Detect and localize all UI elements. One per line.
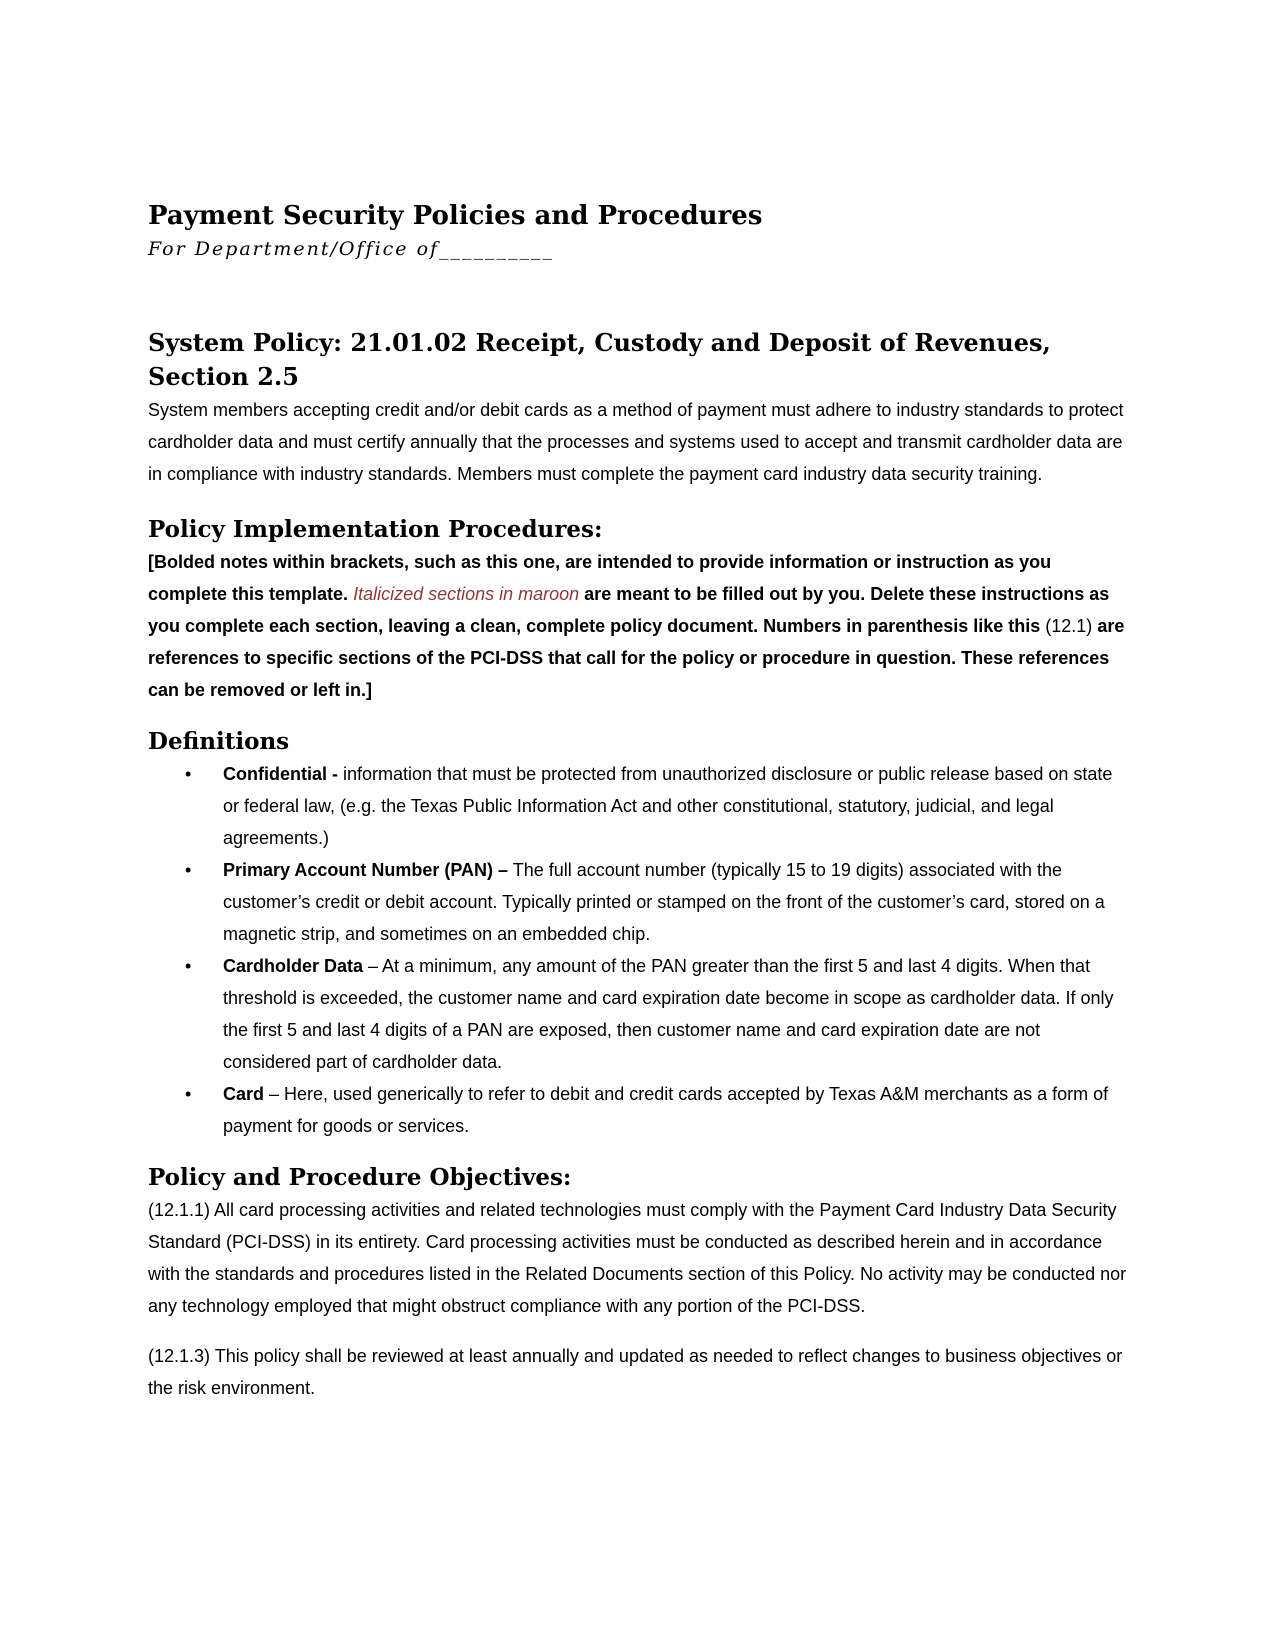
bullet-icon: •: [185, 860, 192, 880]
bullet-icon: •: [185, 956, 192, 976]
implementation-heading: Policy Implementation Procedures:: [148, 516, 603, 543]
instructions-part-2: are meant to be filled out by you. Delete these instructions as you complete each section, leaving a clean, complete policy document. Numbers in parenthesis like this: [148, 584, 1110, 636]
definitions-list: [148, 758, 1128, 1142]
objectives-paragraph-1: (12.1.1) All card processing activities and related technologies must comply with the Payment Card Industry Data Security Standard (PCI-DSS) in its entirety. Card processing activities must be conducted as described herein and in accordance with the standards and procedures listed in the Related Documents section of this Policy. No activity may be conducted nor any technology employed that might obstruct compliance with any portion of the PCI-DSS.: [148, 1200, 1127, 1316]
definition-text: – At a minimum, any amount of the PAN greater than the first 5 and last 4 digits. When that threshold is exceeded, the customer name and card expiration date become in scope as cardholder data. If only the first 5 and last 4 digits of a PAN are exposed, then customer name and card expiration date are not considered part of cardholder data.: [223, 956, 1114, 1072]
definition-term: Cardholder Data: [223, 956, 364, 976]
document-title: Payment Security Policies and Procedures: [148, 201, 763, 231]
definition-item: [148, 758, 1128, 854]
definition-item: [148, 950, 1128, 1078]
instructions-part-1: [Bolded notes within brackets, such as this one, are intended to provide information or instruction as you complete this template.: [148, 552, 1052, 604]
definition-term: Card: [223, 1084, 265, 1104]
definitions-heading: Definitions: [148, 728, 290, 755]
bullet-icon: •: [185, 764, 192, 784]
template-instructions: [148, 546, 1128, 706]
definition-text: information that must be protected from unauthorized disclosure or public release based on state or federal law, (e.g. the Texas Public Information Act and other constitutional, statutory, judicial, and legal agreements.): [223, 764, 1113, 848]
document-page: [148, 198, 1128, 1404]
objectives-heading: Policy and Procedure Objectives:: [148, 1164, 572, 1191]
reference-example: (12.1): [1045, 616, 1093, 636]
system-policy-text: System members accepting credit and/or debit cards as a method of payment must adhere to industry standards to protect cardholder data and must certify annually that the processes and systems used to accept and transmit cardholder data are in compliance with industry standards. Members must complete the payment card industry data security training.: [148, 400, 1124, 484]
definition-text: – Here, used generically to refer to debit and credit cards accepted by Texas A&M merchants as a form of payment for goods or services.: [223, 1084, 1109, 1136]
definition-term: Primary Account Number (PAN) –: [223, 860, 509, 880]
definition-term: Confidential -: [223, 764, 338, 784]
instructions-part-3: are references to specific sections of the PCI-DSS that call for the policy or procedure in question. These references can be removed or left in.]: [148, 616, 1125, 700]
definition-item: [148, 1078, 1128, 1142]
objectives-paragraph-2: (12.1.3) This policy shall be reviewed at least annually and updated as needed to reflect changes to business objectives or the risk environment.: [148, 1346, 1123, 1398]
definition-item: [148, 854, 1128, 950]
document-subtitle: For Department/Office of__________: [148, 238, 555, 260]
bullet-icon: •: [185, 1084, 192, 1104]
system-policy-heading: System Policy: 21.01.02 Receipt, Custody and Deposit of Revenues, Section 2.5: [148, 328, 1051, 391]
definition-text: The full account number (typically 15 to 19 digits) associated with the customer’s credit or debit account. Typically printed or stamped on the front of the customer’s card, stored on a magnetic strip, and sometimes on an embedded chip.: [223, 860, 1105, 944]
maroon-example: Italicized sections in maroon: [353, 584, 580, 604]
